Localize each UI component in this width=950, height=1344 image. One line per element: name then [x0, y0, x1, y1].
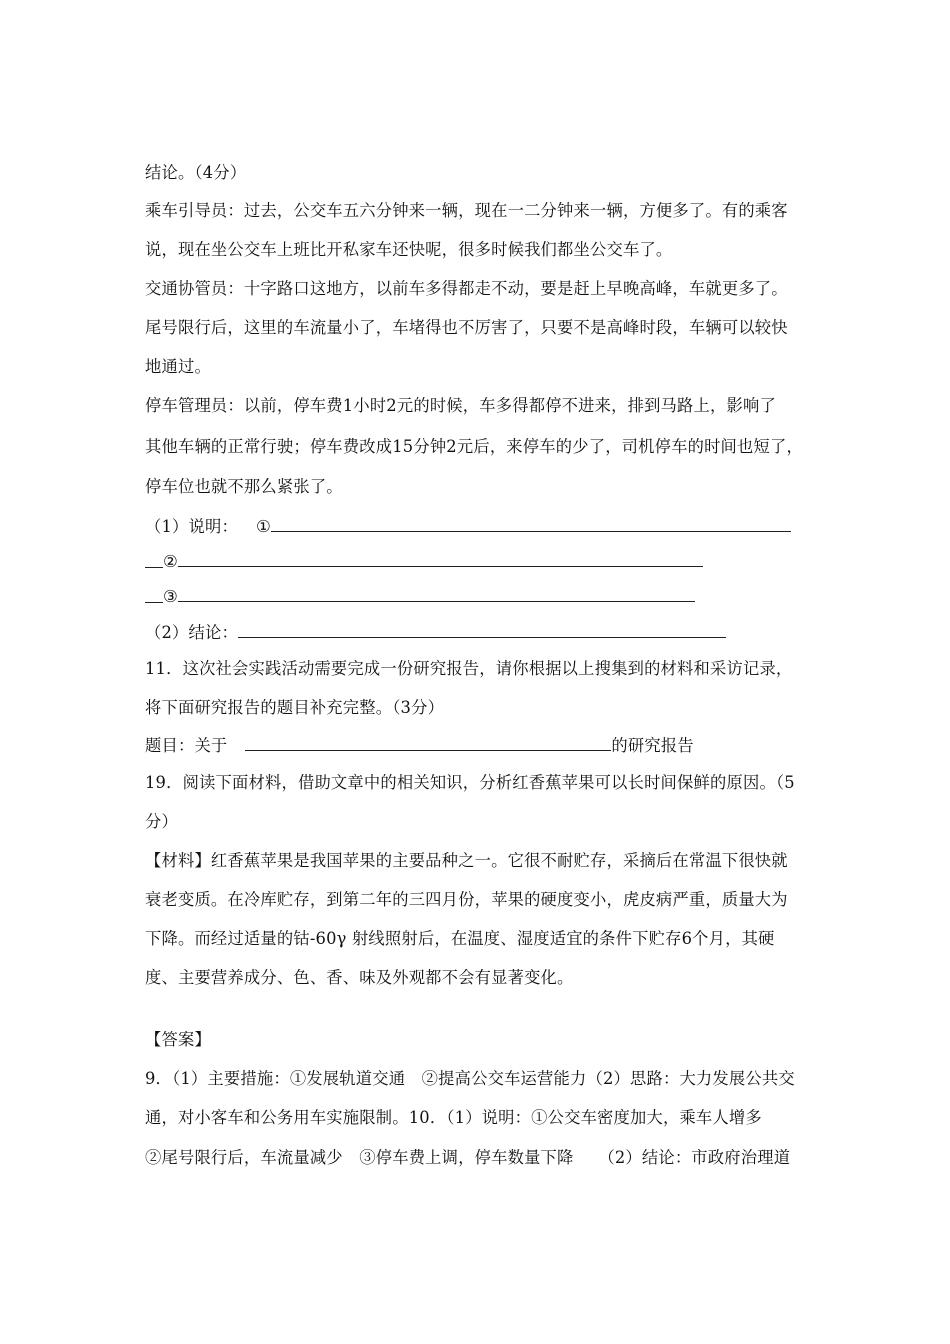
- q1-underline-2-lead: [145, 567, 163, 568]
- text-line-parking-3: 停车位也就不那么紧张了。: [145, 477, 343, 496]
- material-line-1: 【材料】红香蕉苹果是我国苹果的主要品种之一。它很不耐贮存，采摘后在常温下很快就: [145, 851, 788, 870]
- q1-row-3: [163, 585, 695, 607]
- question-11-line-2: 将下面研究报告的题目补充完整。（3分）: [145, 698, 445, 717]
- q1-explanation-row: [145, 515, 791, 537]
- q1-blank-3[interactable]: [178, 585, 695, 602]
- question-19-line-2: 分）: [145, 812, 178, 831]
- q1-blank-1[interactable]: [271, 515, 791, 532]
- answer-heading: 【答案】: [145, 1030, 211, 1049]
- material-line-2: 衰老变质。在冷库贮存，到第二年的三四月份，苹果的硬度变小，虎皮病严重，质量大为: [145, 890, 788, 909]
- material-line-3: 下降。而经过适量的钴-60γ 射线照射后，在温度、湿度适宜的条件下贮存6个月，其硬: [145, 929, 775, 948]
- text-line-parking-2: 其他车辆的正常行驶；停车费改成15分钟2元后，来停车的少了，司机停车的时间也短了，: [145, 437, 803, 456]
- text-line-conclusion-score: 结论。（4分）: [145, 163, 247, 182]
- q1-underline-3-lead: [145, 602, 163, 603]
- question-11-line-1: 11．这次社会实践活动需要完成一份研究报告，请你根据以上搜集到的材料和采访记录，: [145, 659, 793, 678]
- text-line-traffic-2: 尾号限行后，这里的车流量小了，车堵得也不厉害了，只要不是高峰时段，车辆可以较快: [145, 318, 788, 337]
- report-title-row: [145, 734, 694, 756]
- text-line-traffic-3: 地通过。: [145, 357, 211, 376]
- material-line-4: 度、主要营养成分、色、香、味及外观都不会有显著变化。: [145, 968, 574, 987]
- q1-row-2: [163, 550, 703, 572]
- q2-conclusion-row: [145, 621, 726, 643]
- text-line-traffic-1: 交通协管员：十字路口这地方，以前车多得都走不动，要是赶上早晚高峰，车就更多了。: [145, 279, 788, 298]
- q1-circle-2: ②: [163, 552, 178, 571]
- title-prefix: 题目：关于: [145, 736, 228, 755]
- text-line-guide-2: 说，现在坐公交车上班比开私家车还快呢，很多时候我们都坐公交车了。: [145, 240, 673, 259]
- title-blank[interactable]: [245, 734, 611, 751]
- q1-circle-1: ①: [255, 517, 271, 536]
- q1-circle-3: ③: [163, 587, 178, 606]
- q2-blank[interactable]: [238, 621, 726, 638]
- text-line-parking-1: 停车管理员：以前，停车费1小时2元的时候，车多得都停不进来，排到马路上，影响了: [145, 396, 776, 415]
- q1-label: （1）说明：: [145, 517, 238, 536]
- q2-label: （2）结论：: [145, 623, 238, 642]
- answer-line-1: 9．（1）主要措施：①发展轨道交通 ②提高公交车运营能力（2）思路：大力发展公共交: [145, 1069, 795, 1088]
- q1-blank-2[interactable]: [178, 550, 703, 567]
- answer-line-2: 通，对小客车和公务用车实施限制。10．（1）说明：①公交车密度加大，乘车人增多: [145, 1108, 762, 1127]
- question-19-line-1: 19．阅读下面材料，借助文章中的相关知识，分析红香蕉苹果可以长时间保鲜的原因。（5: [145, 773, 795, 792]
- text-line-guide-1: 乘车引导员：过去，公交车五六分钟来一辆，现在一二分钟来一辆，方便多了。有的乘客: [145, 201, 788, 220]
- title-suffix: 的研究报告: [611, 736, 694, 755]
- answer-line-3: ②尾号限行后，车流量减少 ③停车费上调，停车数量下降 （2）结论：市政府治理道: [145, 1148, 791, 1167]
